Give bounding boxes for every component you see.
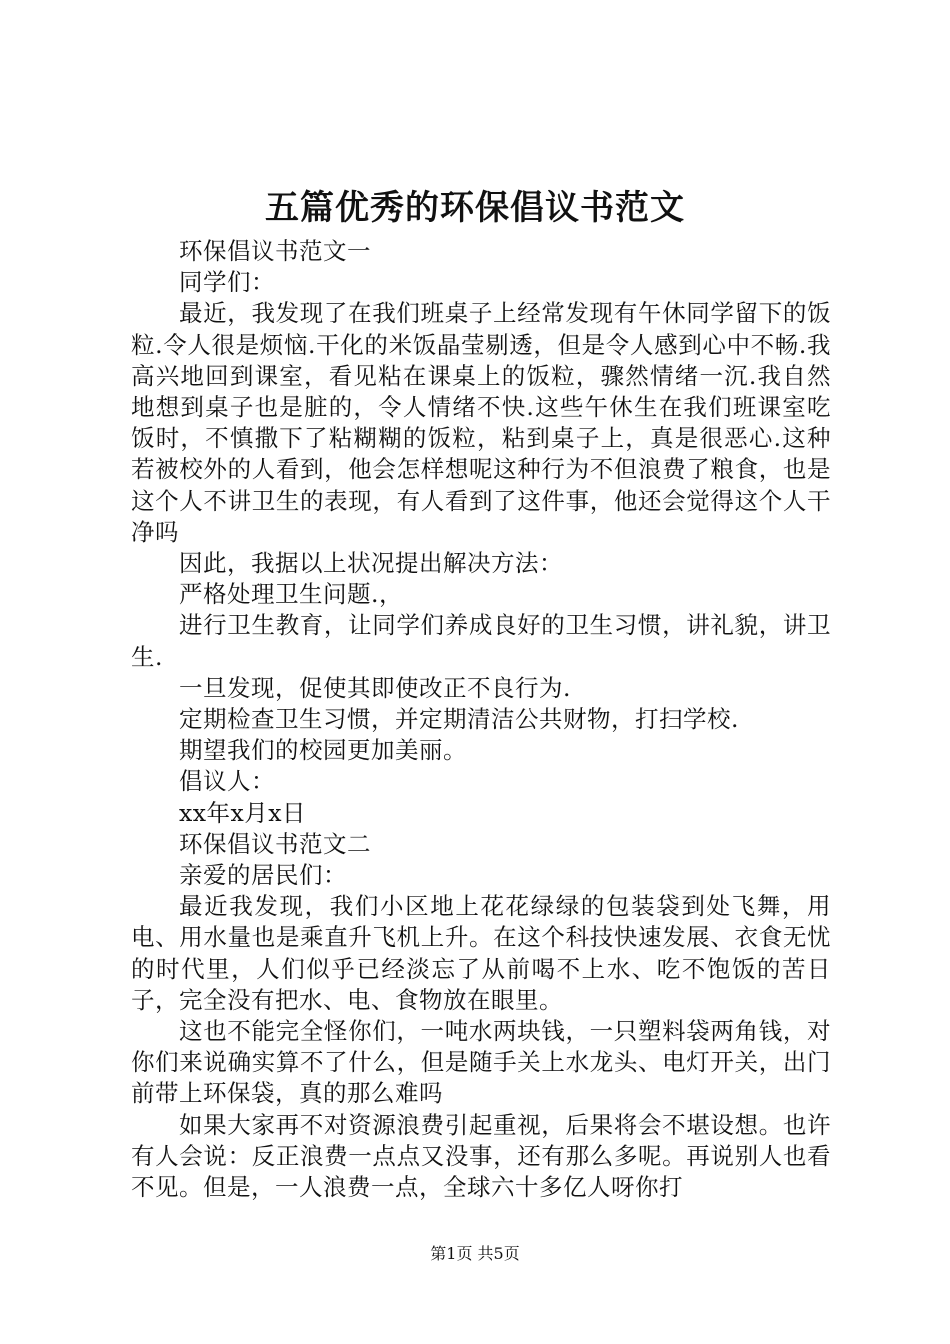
- paragraph: 期望我们的校园更加美丽。: [179, 736, 467, 765]
- paragraph: 最近，我发现了在我们班桌子上经常发现有午休同学留下的饭粒.令人很是烦恼.干化的米饭晶莹剔透，但是令人感到心中不畅.我高兴地回到课室，看见粘在课桌上的饭粒，骤然情绪一沉.我自然地想到桌子也是脏的，令人情绪不快.这些午休生在我们班课室吃饭时，不慎撒下了粘糊糊的饭粒，粘到桌子上，真是很恶心.这种若被校外的人看到，他会怎样想呢这种行为不但浪费了粮食，也是这个人不讲卫生的表现，有人看到了这件事，他还会觉得这个人干净吗: [131, 299, 831, 546]
- paragraph: 最近我发现，我们小区地上花花绿绿的包装袋到处飞舞，用电、用水量也是乘直升飞机上升。在这个科技快速发展、衣食无忧的时代里，人们似乎已经淡忘了从前喝不上水、吃不饱饭的苦日子，完全没有把水、电、食物放在眼里。: [131, 892, 831, 1014]
- list-item: 严格处理卫生问题.，: [179, 580, 403, 609]
- salutation-1: 同学们：: [179, 268, 275, 297]
- paragraph: 因此，我据以上状况提出解决方法：: [179, 549, 563, 578]
- paragraph: 这也不能完全怪你们，一吨水两块钱，一只塑料袋两角钱，对你们来说确实算不了什么，但是随手关上水龙头、电灯开关，出门前带上环保袋，真的那么难吗: [131, 1017, 831, 1108]
- section-heading-2: 环保倡议书范文二: [179, 829, 371, 858]
- document-title: 五篇优秀的环保倡议书范文: [265, 188, 685, 228]
- document-body: [131, 236, 831, 1203]
- list-item: 一旦发现，促使其即使改正不良行为.: [179, 673, 571, 702]
- page-footer: 第1页 共5页: [430, 1244, 520, 1263]
- date-line: xx年x月x日: [179, 798, 307, 827]
- list-item: 进行卫生教育，让同学们养成良好的卫生习惯，讲礼貌，讲卫生.: [131, 611, 831, 671]
- section-heading-1: 环保倡议书范文一: [179, 237, 371, 265]
- list-item: 定期检查卫生习惯，并定期清洁公共财物，打扫学校.: [179, 705, 739, 734]
- paragraph: 如果大家再不对资源浪费引起重视，后果将会不堪设想。也许有人会说：反正浪费一点点又没事，还有那么多呢。再说别人也看不见。但是，一人浪费一点，全球六十多亿人呀你打: [131, 1110, 831, 1202]
- signature-label: 倡议人：: [179, 767, 275, 796]
- salutation-2: 亲爱的居民们：: [179, 861, 347, 890]
